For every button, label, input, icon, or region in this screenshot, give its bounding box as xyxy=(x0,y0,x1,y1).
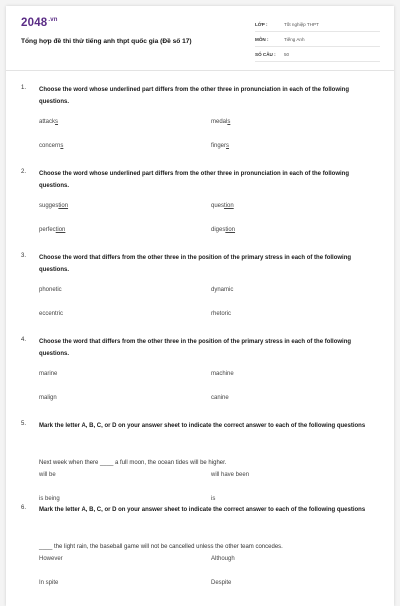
question-instruction: Mark the letter A, B, C, or D on your answer sheet to indicate the correct answer to each of the following questions xyxy=(39,423,366,429)
underlined-part: tion xyxy=(224,203,234,209)
meta-row-count xyxy=(255,47,380,62)
option-text: However xyxy=(39,556,63,562)
answer-option[interactable] xyxy=(211,472,249,478)
option-text: is xyxy=(211,496,216,502)
option-text: Despite xyxy=(211,580,232,586)
answer-option[interactable] xyxy=(211,203,234,209)
question-5 xyxy=(6,417,394,501)
meta-table xyxy=(255,17,380,62)
option-text: sugges xyxy=(39,203,59,209)
answer-option[interactable] xyxy=(211,119,230,125)
question-number: 2. xyxy=(21,169,27,175)
answer-option[interactable] xyxy=(211,371,234,377)
underlined-part: s xyxy=(226,143,230,149)
document-header xyxy=(6,6,394,68)
option-text: malign xyxy=(39,395,57,401)
underlined-part: tion xyxy=(58,203,69,209)
document-title: Tổng hợp đề thi thử tiếng anh thpt quốc gia (Đề số 17) xyxy=(21,38,192,45)
question-stem: ____ the light rain, the baseball game will not be cancelled unless the other team concedes. xyxy=(39,544,283,550)
meta-row-subject xyxy=(255,32,380,47)
question-number: 1. xyxy=(21,85,27,91)
question-stem: Next week when there ____ a full moon, the ocean tides will be higher. xyxy=(39,460,227,466)
logo-suffix: .vn xyxy=(48,17,58,24)
question-instruction: Choose the word that differs from the other three in the position of the primary stress in each of the following questions. xyxy=(39,255,352,273)
answer-option[interactable] xyxy=(39,119,58,125)
question-number: 4. xyxy=(21,337,27,343)
answer-option[interactable] xyxy=(211,311,231,317)
option-text: concern xyxy=(39,143,61,149)
option-text: rhetoric xyxy=(211,311,232,317)
underlined-part: s xyxy=(227,119,231,125)
answer-option[interactable] xyxy=(39,227,65,233)
option-text: is being xyxy=(39,496,60,502)
question-instruction: Choose the word that differs from the other three in the position of the primary stress in each of the following questions. xyxy=(39,339,352,357)
meta-value: Tiếng Anh xyxy=(284,37,305,42)
document-page xyxy=(6,6,394,606)
option-text: finger xyxy=(211,143,227,149)
option-text: will have been xyxy=(211,472,250,478)
meta-value: 50 xyxy=(284,52,290,57)
answer-option[interactable] xyxy=(39,580,58,586)
answer-option[interactable] xyxy=(39,203,68,209)
meta-row-class xyxy=(255,17,380,32)
question-list xyxy=(6,81,394,585)
question-instruction: Mark the letter A, B, C, or D on your answer sheet to indicate the correct answer to each of the following questions xyxy=(39,507,366,513)
meta-key: MÔN : xyxy=(255,37,269,42)
option-text: attack xyxy=(39,119,56,125)
question-number: 3. xyxy=(21,253,27,259)
question-1 xyxy=(6,81,394,165)
logo-text: 2048 xyxy=(21,17,48,29)
answer-option[interactable] xyxy=(39,472,56,478)
underlined-part: s xyxy=(60,143,64,149)
question-instruction: Choose the word whose underlined part differs from the other three in pronunciation in each of the following questions. xyxy=(39,87,350,105)
answer-option[interactable] xyxy=(211,556,235,562)
option-text: canine xyxy=(211,395,229,401)
option-text: will be xyxy=(39,472,56,478)
underlined-part: tion xyxy=(225,227,236,233)
option-text: Although xyxy=(211,556,235,562)
option-text: phonetic xyxy=(39,287,62,293)
option-text: medal xyxy=(211,119,228,125)
answer-option[interactable] xyxy=(39,395,57,401)
option-text: eccentric xyxy=(39,311,64,317)
question-instruction: Choose the word whose underlined part differs from the other three in pronunciation in each of the following questions. xyxy=(39,171,350,189)
meta-key: LỚP : xyxy=(255,22,268,27)
question-6 xyxy=(6,501,394,585)
question-2 xyxy=(6,165,394,249)
option-text: machine xyxy=(211,371,234,377)
answer-option[interactable] xyxy=(211,287,233,293)
option-text: perfec xyxy=(39,227,56,233)
answer-option[interactable] xyxy=(211,227,235,233)
answer-option[interactable] xyxy=(39,287,62,293)
question-number: 5. xyxy=(21,421,27,427)
option-text: marine xyxy=(39,371,58,377)
option-text: dynamic xyxy=(211,287,234,293)
option-text: diges xyxy=(211,227,226,233)
option-text: In spite xyxy=(39,580,59,586)
answer-option[interactable] xyxy=(211,143,229,149)
question-3 xyxy=(6,249,394,333)
answer-option[interactable] xyxy=(39,371,57,377)
question-number: 6. xyxy=(21,505,27,511)
answer-option[interactable] xyxy=(39,311,63,317)
answer-option[interactable] xyxy=(211,395,229,401)
meta-value: Tốt nghiệp THPT xyxy=(284,22,319,27)
header-divider xyxy=(6,70,394,71)
site-logo[interactable] xyxy=(21,17,58,29)
answer-option[interactable] xyxy=(39,556,63,562)
answer-option[interactable] xyxy=(39,143,63,149)
answer-option[interactable] xyxy=(211,580,231,586)
option-text: ques xyxy=(211,203,225,209)
underlined-part: tion xyxy=(55,227,66,233)
question-4 xyxy=(6,333,394,417)
underlined-part: s xyxy=(55,119,59,125)
meta-key: SỐ CÂU : xyxy=(255,52,276,57)
